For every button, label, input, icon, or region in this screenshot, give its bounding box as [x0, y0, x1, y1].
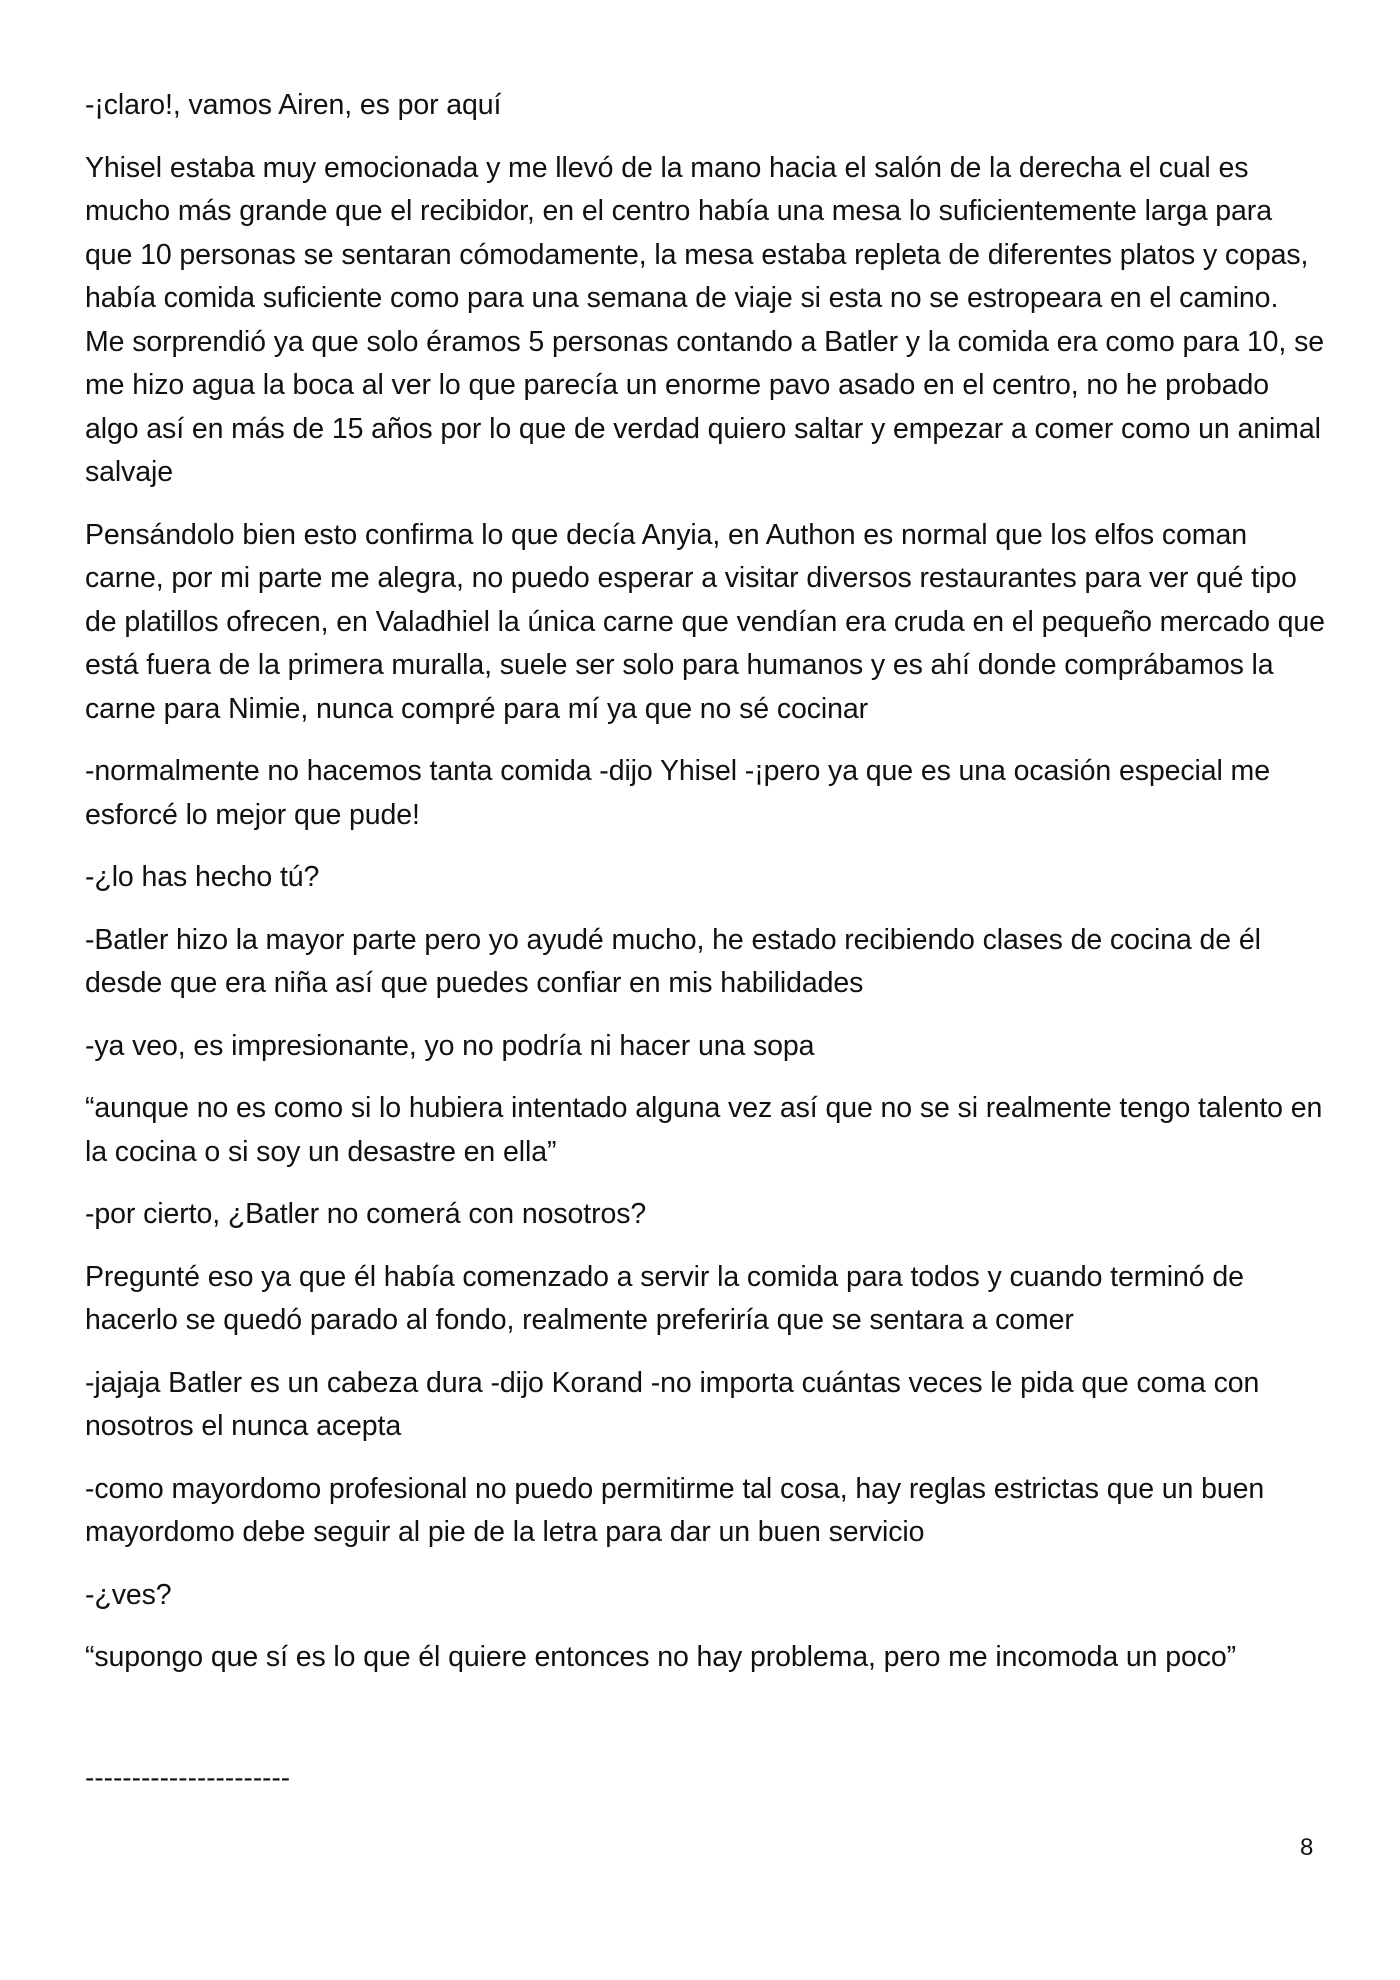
paragraph: “aunque no es como si lo hubiera intentado alguna vez así que no se si realmente tengo talento en la cocina o si soy un desastre en ella”	[85, 1092, 1323, 1168]
paragraph: Pregunté eso ya que él había comenzado a servir la comida para todos y cuando terminó de hacerlo se quedó parado al fondo, realmente preferiría que se sentara a comer	[85, 1260, 1244, 1336]
paragraph: -¿ves?	[85, 1578, 172, 1611]
paragraph: -ya veo, es impresionante, yo no podría ni hacer una sopa	[85, 1029, 815, 1062]
paragraph: -jajaja Batler es un cabeza dura -dijo Korand -no importa cuántas veces le pida que coma con nosotros el nunca acepta	[85, 1366, 1260, 1442]
page-number: 8	[1300, 1834, 1314, 1861]
paragraph: -por cierto, ¿Batler no comerá con nosotros?	[85, 1198, 647, 1230]
section-separator: ----------------------	[85, 1762, 291, 1793]
paragraph: -normalmente no hacemos tanta comida -dijo Yhisel -¡pero ya que es una ocasión especial me esforcé lo mejor que pude!	[85, 755, 1270, 831]
paragraph: Pensándolo bien esto confirma lo que decía Anyia, en Authon es normal que los elfos coman carne, por mi parte me alegra, no puedo esperar a visitar diversos restaurantes para ver qué tipo de platillos ofrecen, en Valadhiel la única carne que vendían era cruda en el pequeño mercado que está fuera de la primera muralla, suele ser solo para humanos y es ahí donde comprábamos la carne para Nimie, nunca compré para mí ya que no sé cocinar	[85, 518, 1325, 725]
paragraph: -¡claro!, vamos Airen, es por aquí	[85, 89, 502, 121]
paragraph: -¿lo has hecho tú?	[85, 861, 320, 893]
paragraph: “supongo que sí es lo que él quiere entonces no hay problema, pero me incomoda un poco”	[85, 1641, 1237, 1673]
document-body	[85, 84, 1325, 1699]
paragraph: Yhisel estaba muy emocionada y me llevó de la mano hacia el salón de la derecha el cual es mucho más grande que el recibidor, en el centro había una mesa lo suficientemente larga para que 10 personas se sentaran cómodamente, la mesa estaba repleta de diferentes platos y copas, había comida suficiente como para una semana de viaje si esta no se estropeara en el camino. Me sorprendió ya que solo éramos 5 personas contando a Batler y la comida era como para 10, se me hizo agua la boca al ver lo que parecía un enorme pavo asado en el centro, no he probado algo así en más de 15 años por lo que de verdad quiero saltar y empezar a comer como un animal salvaje	[85, 151, 1324, 488]
paragraph: -como mayordomo profesional no puedo permitirme tal cosa, hay reglas estrictas que un buen mayordomo debe seguir al pie de la letra para dar un buen servicio	[85, 1472, 1265, 1548]
paragraph: -Batler hizo la mayor parte pero yo ayudé mucho, he estado recibiendo clases de cocina de él desde que era niña así que puedes confiar en mis habilidades	[85, 923, 1261, 999]
